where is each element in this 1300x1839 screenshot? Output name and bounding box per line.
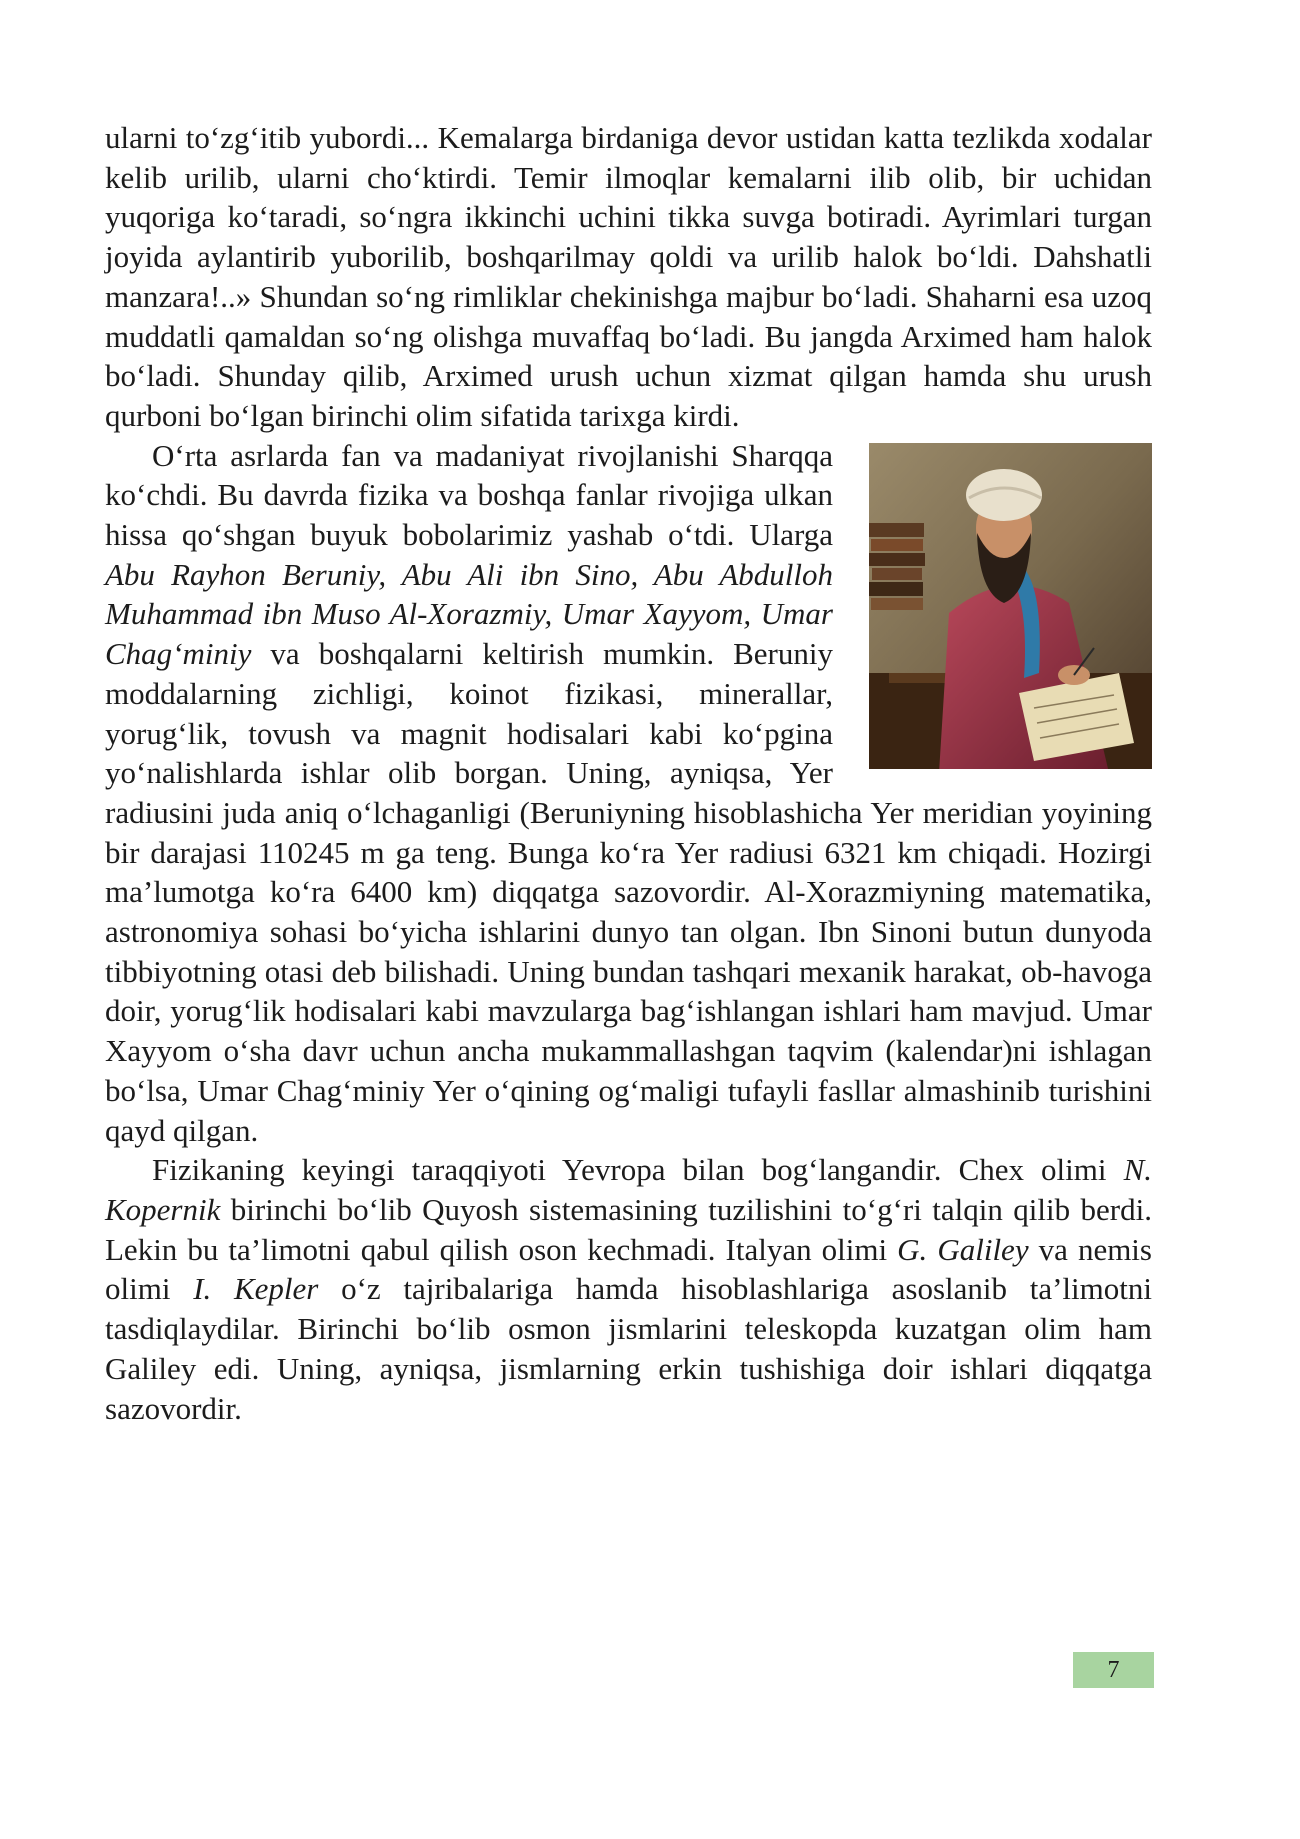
paragraph-2-text-b: va boshqalarni keltirish mumkin. Beruniy moddalarning zichligi, koinot fizikasi, minerallar, yorug‘lik, tovush va magnit hodisalari kabi ko‘pgina yo‘nalishlarda ishlar olib borgan. Uning, ayniqsa, Yer radiusini juda aniq o‘lchaganligi (Beruniyning hisoblashicha Yer meridian yoyining bir darajasi 110245 m ga teng. Bunga ko‘ra Yer radiusi 6321 km chiqadi. Hozirgi ma’lumotga ko‘ra 6400 km) diqqatga sazovordir. Al-Xorazmiyning matematika, astronomiya sohasi bo‘yicha ishlarini dunyo tan olgan. Ibn Sinoni butun dunyoda tibbiyotning otasi deb bilishadi. Uning bundan tashqari mexanik harakat, ob-havoga doir, yorug‘lik hodisalari kabi mavzularga bag‘ishlangan ishlari ham mavjud. Umar Xayyom o‘sha davr uchun ancha mukammallashgan taqvim (kalendar)ni ishlagan bo‘lsa, Umar Chag‘miniy Yer o‘qining og‘maligi tufayli fasllar almashinib turishini qayd qilgan.	[105, 636, 1152, 1148]
paragraph-3	[105, 1150, 1152, 1428]
portrait-illustration	[869, 443, 1152, 769]
paragraph-3-text-c: va nemis olimi	[105, 1231, 1152, 1307]
name-kopernik: N. Kopernik	[105, 1152, 1152, 1227]
page-number-badge: 7	[1073, 1652, 1154, 1688]
page-body	[105, 118, 1152, 1428]
paragraph-2-text-a: O‘rta asrlarda fan va madaniyat rivojlanishi Sharqqa ko‘chdi. Bu davrda fizika va boshqa fanlar rivojiga ulkan hissa qo‘shgan buyuk bobolarimiz yashab o‘tdi. Ularga	[105, 437, 833, 553]
scholar-portrait-image	[869, 443, 1152, 769]
name-kepler: I. Kepler	[193, 1271, 319, 1307]
scholar-names: Abu Rayhon Beruniy, Abu Ali ibn Sino, Abu Abdulloh Muhammad ibn Muso Al-Xorazmiy, Umar Xayyom, Umar Chag‘miniy	[105, 556, 833, 672]
paragraph-1: ularni to‘zg‘itib yubordi... Kemalarga birdaniga devor ustidan katta tezlikda xodalar kelib urilib, ularni cho‘ktirdi. Temir ilmoqlar kemalarni ilib olib, bir uchidan yuqoriga ko‘taradi, so‘ngra ikkinchi uchini tikka suvga botiradi. Ayrimlari turgan joyida aylantirib yuborilib, boshqarilmay qoldi va urilib halok bo‘ldi. Dahshatli manzara!..» Shundan so‘ng rimliklar chekinishga majbur bo‘ladi. Shaharni esa uzoq muddatli qamaldan so‘ng olishga muvaffaq bo‘ladi. Bu jangda Arximed ham halok bo‘ladi. Shunday qilib, Arximed urush uchun xizmat qilgan hamda shu urush qurboni bo‘lgan birinchi olim sifatida tarixga kirdi.	[105, 120, 1152, 433]
name-galiley: G. Galiley	[897, 1231, 1029, 1267]
paragraph-3-text-d: o‘z tajribalariga hamda hisoblashlariga asoslanib ta’limotni tasdiqlaydilar. Birinchi bo‘lib osmon jismlarini teleskopda kuzatgan olim ham Galiley edi. Uning, ayniqsa, jismlarning erkin tushishiga doir ishlari diqqatga sazovordir.	[105, 1271, 1152, 1426]
paragraph-3-text-a: Fizikaning keyingi taraqqiyoti Yevropa bilan bog‘langandir. Chex olimi	[152, 1152, 1124, 1188]
paragraph-3-text-b: birinchi bo‘lib Quyosh sistemasining tuzilishini to‘g‘ri talqin qilib berdi. Lekin bu ta’limotni qabul qilish oson kechmadi. Italyan olimi	[105, 1191, 1152, 1267]
